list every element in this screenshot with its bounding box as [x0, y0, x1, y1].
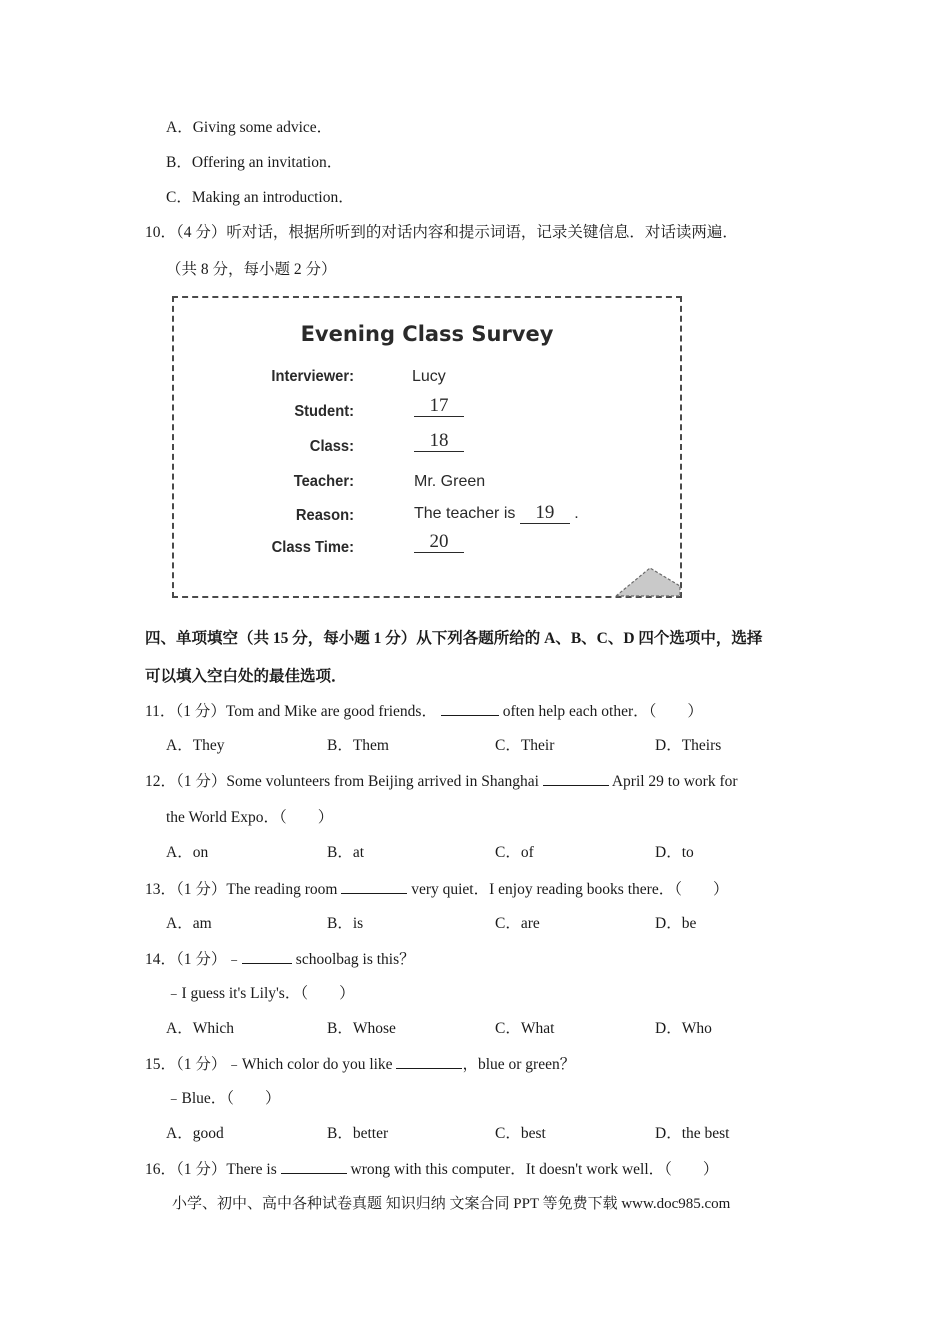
answer-blank	[543, 771, 609, 786]
reason-prefix: The teacher is	[414, 505, 516, 522]
survey-blank-18-wrap	[414, 431, 464, 452]
q12-option-c: C．of	[495, 844, 534, 861]
survey-label-interviewer: Interviewer:	[271, 368, 354, 385]
q9-option-b: B．Offering an invitation．	[166, 154, 343, 171]
q11-option-a: A．They	[166, 737, 225, 754]
q13-option-a: A．am	[166, 915, 212, 932]
answer-blank	[396, 1054, 462, 1069]
q9-option-c: C．Making an introduction．	[166, 189, 354, 206]
q11-option-d: D．Theirs	[655, 737, 722, 754]
q12-option-d: D．to	[655, 844, 694, 861]
answer-blank	[281, 1159, 347, 1174]
q15-option-d: D．the best	[655, 1125, 730, 1142]
question-15-cont: ﹣Blue．（ ）	[166, 1090, 281, 1107]
survey-blank-18: 18	[414, 431, 464, 452]
survey-label-teacher: Teacher:	[293, 473, 354, 490]
q14-option-a: A．Which	[166, 1020, 235, 1037]
question-13: 13．（1 分）The reading room very quiet．I enjoy reading books there．（ ）	[145, 881, 729, 898]
survey-title: Evening Class Survey	[300, 322, 554, 346]
question-16: 16．（1 分）There is wrong with this computer．It doesn't work well．（ ）	[145, 1161, 719, 1178]
survey-value-interviewer: Lucy	[412, 368, 446, 385]
q9-option-a: A．Giving some advice．	[166, 119, 333, 136]
question-14-cont: ﹣I guess it's Lily's．（ ）	[166, 985, 355, 1002]
answer-blank	[341, 879, 407, 894]
survey-label-classtime: Class Time:	[271, 539, 354, 556]
answer-blank	[242, 949, 292, 964]
page-curl-icon	[614, 564, 682, 598]
q14-option-b: B．Whose	[327, 1020, 396, 1037]
section4-heading-line2: 可以填入空白处的最佳选项．	[145, 668, 347, 685]
q15-option-c: C．best	[495, 1125, 546, 1142]
survey-card	[172, 296, 682, 598]
question-15: 15．（1 分）﹣Which color do you like ，blue or green？	[145, 1056, 576, 1073]
q13-option-c: C．are	[495, 915, 540, 932]
q11-option-b: B．Them	[327, 737, 389, 754]
q14-option-c: C．What	[495, 1020, 555, 1037]
survey-label-student: Student:	[294, 403, 354, 420]
question-12: 12．（1 分）Some volunteers from Beijing arrived in Shanghai April 29 to work for	[145, 773, 738, 790]
question-14: 14．（1 分）﹣ schoolbag is this？	[145, 951, 415, 968]
section4-heading-line1: 四、单项填空（共 15 分，每小题 1 分）从下列各题所给的 A、B、C、D 四个选项中，选择	[145, 630, 763, 647]
survey-blank-17-wrap	[414, 396, 464, 417]
reason-suffix: .	[574, 505, 579, 522]
survey-value-reason	[414, 503, 579, 524]
page-footer: 小学、初中、高中各种试卷真题 知识归纳 文案合同 PPT 等免费下载 www.doc985.com	[172, 1196, 731, 1212]
survey-value-teacher: Mr. Green	[414, 473, 486, 490]
survey-blank-19: 19	[520, 503, 570, 524]
q15-option-b: B．better	[327, 1125, 389, 1142]
survey-blank-20-wrap	[414, 532, 464, 553]
q13-option-b: B．is	[327, 915, 364, 932]
survey-blank-17: 17	[414, 396, 464, 417]
q10-subnote: （共 8 分，每小题 2 分）	[166, 261, 337, 278]
q14-option-d: D．Who	[655, 1020, 712, 1037]
q15-option-a: A．good	[166, 1125, 224, 1142]
survey-blank-20: 20	[414, 532, 464, 553]
q11-option-c: C．Their	[495, 737, 555, 754]
q12-option-b: B．at	[327, 844, 365, 861]
question-12-cont: the World Expo．（ ）	[166, 809, 334, 826]
question-11: 11．（1 分）Tom and Mike are good friends． often help each other．（ ）	[145, 703, 703, 720]
answer-blank	[441, 701, 499, 716]
survey-label-reason: Reason:	[295, 507, 354, 524]
q12-option-a: A．on	[166, 844, 209, 861]
q10-stem: 10．（4 分）听对话，根据所听到的对话内容和提示词语，记录关键信息．对话读两遍．	[145, 224, 738, 241]
q13-option-d: D．be	[655, 915, 697, 932]
survey-label-class: Class:	[309, 438, 354, 455]
